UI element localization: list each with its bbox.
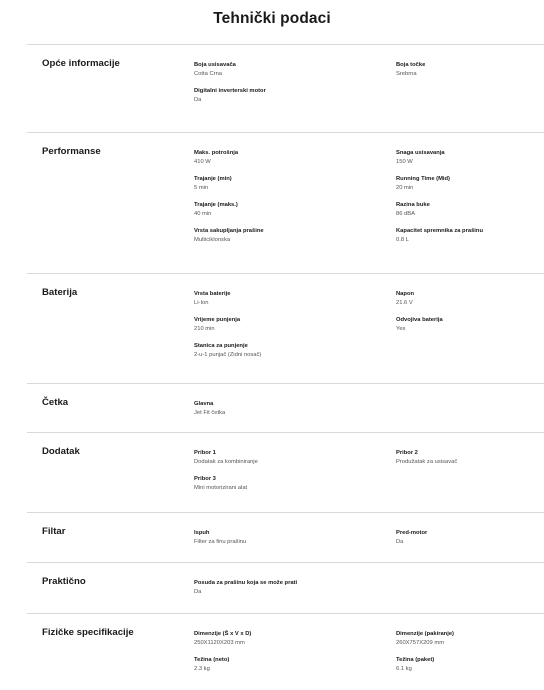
spec-label: Trajanje (maks.) xyxy=(194,202,238,208)
section-title: Praktično xyxy=(42,576,86,587)
spec-item-package-dimensions xyxy=(396,630,534,648)
spec-value: 5 min xyxy=(194,185,209,191)
spec-value: Da xyxy=(194,589,202,595)
spec-label: Pribor 2 xyxy=(396,450,418,456)
spec-sections xyxy=(27,44,544,688)
section-performance xyxy=(27,132,544,273)
section-title: Filtar xyxy=(42,526,66,537)
section-brush xyxy=(27,383,544,432)
spec-value: 410 W xyxy=(194,159,211,165)
spec-label: Vrsta sakupljanja prašine xyxy=(194,228,264,234)
spec-item-dimensions xyxy=(194,630,396,648)
spec-label: Dimenzije (pakiranje) xyxy=(396,631,454,637)
spec-label: Glavna xyxy=(194,401,214,407)
spec-item-inverter-motor xyxy=(194,87,396,105)
section-title: Baterija xyxy=(42,287,78,298)
spec-label: Trajanje (min) xyxy=(194,176,232,182)
section-title: Performanse xyxy=(42,146,101,157)
spec-item-dust-capacity xyxy=(396,227,534,245)
spec-value: Filter za finu prašinu xyxy=(194,539,247,545)
spec-value: 21.6 V xyxy=(396,300,413,306)
section-title: Opće informacije xyxy=(42,58,120,69)
spec-value: Da xyxy=(396,539,404,545)
spec-label: Boja usisavača xyxy=(194,62,236,68)
section-title: Četka xyxy=(42,397,69,408)
section-accessories xyxy=(27,432,544,512)
spec-grid xyxy=(194,400,534,418)
spec-item-noise-level xyxy=(396,201,534,219)
spec-item-detachable-battery xyxy=(396,316,534,334)
page-title: Tehnički podaci xyxy=(213,10,331,27)
spec-value: 2-u-1 punjač (Zidni nosač) xyxy=(194,352,262,358)
section-practical xyxy=(27,562,544,613)
spec-item-accessory-1 xyxy=(194,449,396,467)
spec-value: 210 min xyxy=(194,326,215,332)
spec-item-voltage xyxy=(396,290,534,308)
spec-item-exhaust xyxy=(194,529,396,547)
spec-value: Cotta Crna xyxy=(194,71,223,77)
spec-item-main-brush xyxy=(194,400,396,418)
spec-value: 250X1120X203 mm xyxy=(194,640,245,646)
spec-value: 40 min xyxy=(194,211,212,217)
spec-item-runtime-mid xyxy=(396,175,534,193)
spec-item-vacuum-color xyxy=(194,61,396,79)
spec-label: Stanica za punjenje xyxy=(194,343,248,349)
spec-value: 86 dBA xyxy=(396,211,416,217)
spec-label: Boja točke xyxy=(396,62,426,68)
spec-label: Snaga usisavanja xyxy=(396,150,445,156)
spec-value: 6.1 kg xyxy=(396,666,412,672)
spec-value: 2.3 kg xyxy=(194,666,210,672)
spec-value: Jet Fit četka xyxy=(194,410,226,416)
spec-label: Dimenzije (Š x V x D) xyxy=(194,631,252,637)
spec-value: Srebrna xyxy=(396,71,417,77)
spec-item-washable-dustbin xyxy=(194,579,396,597)
section-title: Dodatak xyxy=(42,446,80,457)
spec-item-dot-color xyxy=(396,61,534,79)
spec-item-charging-time xyxy=(194,316,396,334)
spec-label: Težina (paket) xyxy=(396,657,435,663)
spec-item-suction-power xyxy=(396,149,534,167)
spec-item-max-power xyxy=(194,149,396,167)
spec-label: Pred-motor xyxy=(396,530,428,536)
spec-value: Multiciklonska xyxy=(194,237,231,243)
spec-item-dust-collection-type xyxy=(194,227,396,245)
spec-value: Yes xyxy=(396,326,406,332)
spec-label: Pribor 3 xyxy=(194,476,216,482)
spec-value: 260X757X209 mm xyxy=(396,640,445,646)
spec-label: Odvojiva baterija xyxy=(396,317,443,323)
spec-label: Vrsta baterije xyxy=(194,291,231,297)
spec-item-runtime-max xyxy=(194,201,396,219)
spec-label: Posuda za prašinu koja se može prati xyxy=(194,580,298,586)
spec-label: Ispuh xyxy=(194,530,210,536)
spec-value: Da xyxy=(194,97,202,103)
spec-value: 0.8 L xyxy=(396,237,409,243)
spec-item-accessory-3 xyxy=(194,475,396,493)
spec-item-package-weight xyxy=(396,656,534,674)
spec-label: Running Time (Mid) xyxy=(396,176,450,182)
section-general xyxy=(27,44,544,132)
spec-label: Težina (neto) xyxy=(194,657,230,663)
spec-value: 150 W xyxy=(396,159,413,165)
spec-value: Li-Ion xyxy=(194,300,209,306)
spec-label: Razina buke xyxy=(396,202,430,208)
section-physical-specs xyxy=(27,613,544,688)
spec-grid xyxy=(194,61,534,105)
section-filter xyxy=(27,512,544,562)
spec-item-accessory-2 xyxy=(396,449,534,467)
spec-grid xyxy=(194,579,534,597)
spec-label: Digitalni inverterski motor xyxy=(194,88,266,94)
spec-value: Dodatak za kombiniranje xyxy=(194,459,258,465)
spec-grid xyxy=(194,529,534,547)
spec-item-battery-type xyxy=(194,290,396,308)
section-battery xyxy=(27,273,544,383)
spec-value: 20 min xyxy=(396,185,414,191)
spec-grid xyxy=(194,149,534,245)
spec-value: Produžatak za usisavač xyxy=(396,459,458,465)
section-title: Fizičke specifikacije xyxy=(42,627,134,638)
spec-grid xyxy=(194,630,534,674)
spec-item-charging-station xyxy=(194,342,396,360)
spec-label: Maks. potrošnja xyxy=(194,150,239,156)
spec-grid xyxy=(194,449,534,493)
spec-label: Kapacitet spremnika za prašinu xyxy=(396,228,483,234)
spec-item-runtime-min xyxy=(194,175,396,193)
spec-value: Mini motorizirani alat xyxy=(194,485,248,491)
spec-grid xyxy=(194,290,534,360)
spec-label: Napon xyxy=(396,291,415,297)
spec-item-net-weight xyxy=(194,656,396,674)
spec-item-pre-motor xyxy=(396,529,534,547)
spec-label: Pribor 1 xyxy=(194,450,216,456)
spec-label: Vrijeme punjenja xyxy=(194,317,241,323)
